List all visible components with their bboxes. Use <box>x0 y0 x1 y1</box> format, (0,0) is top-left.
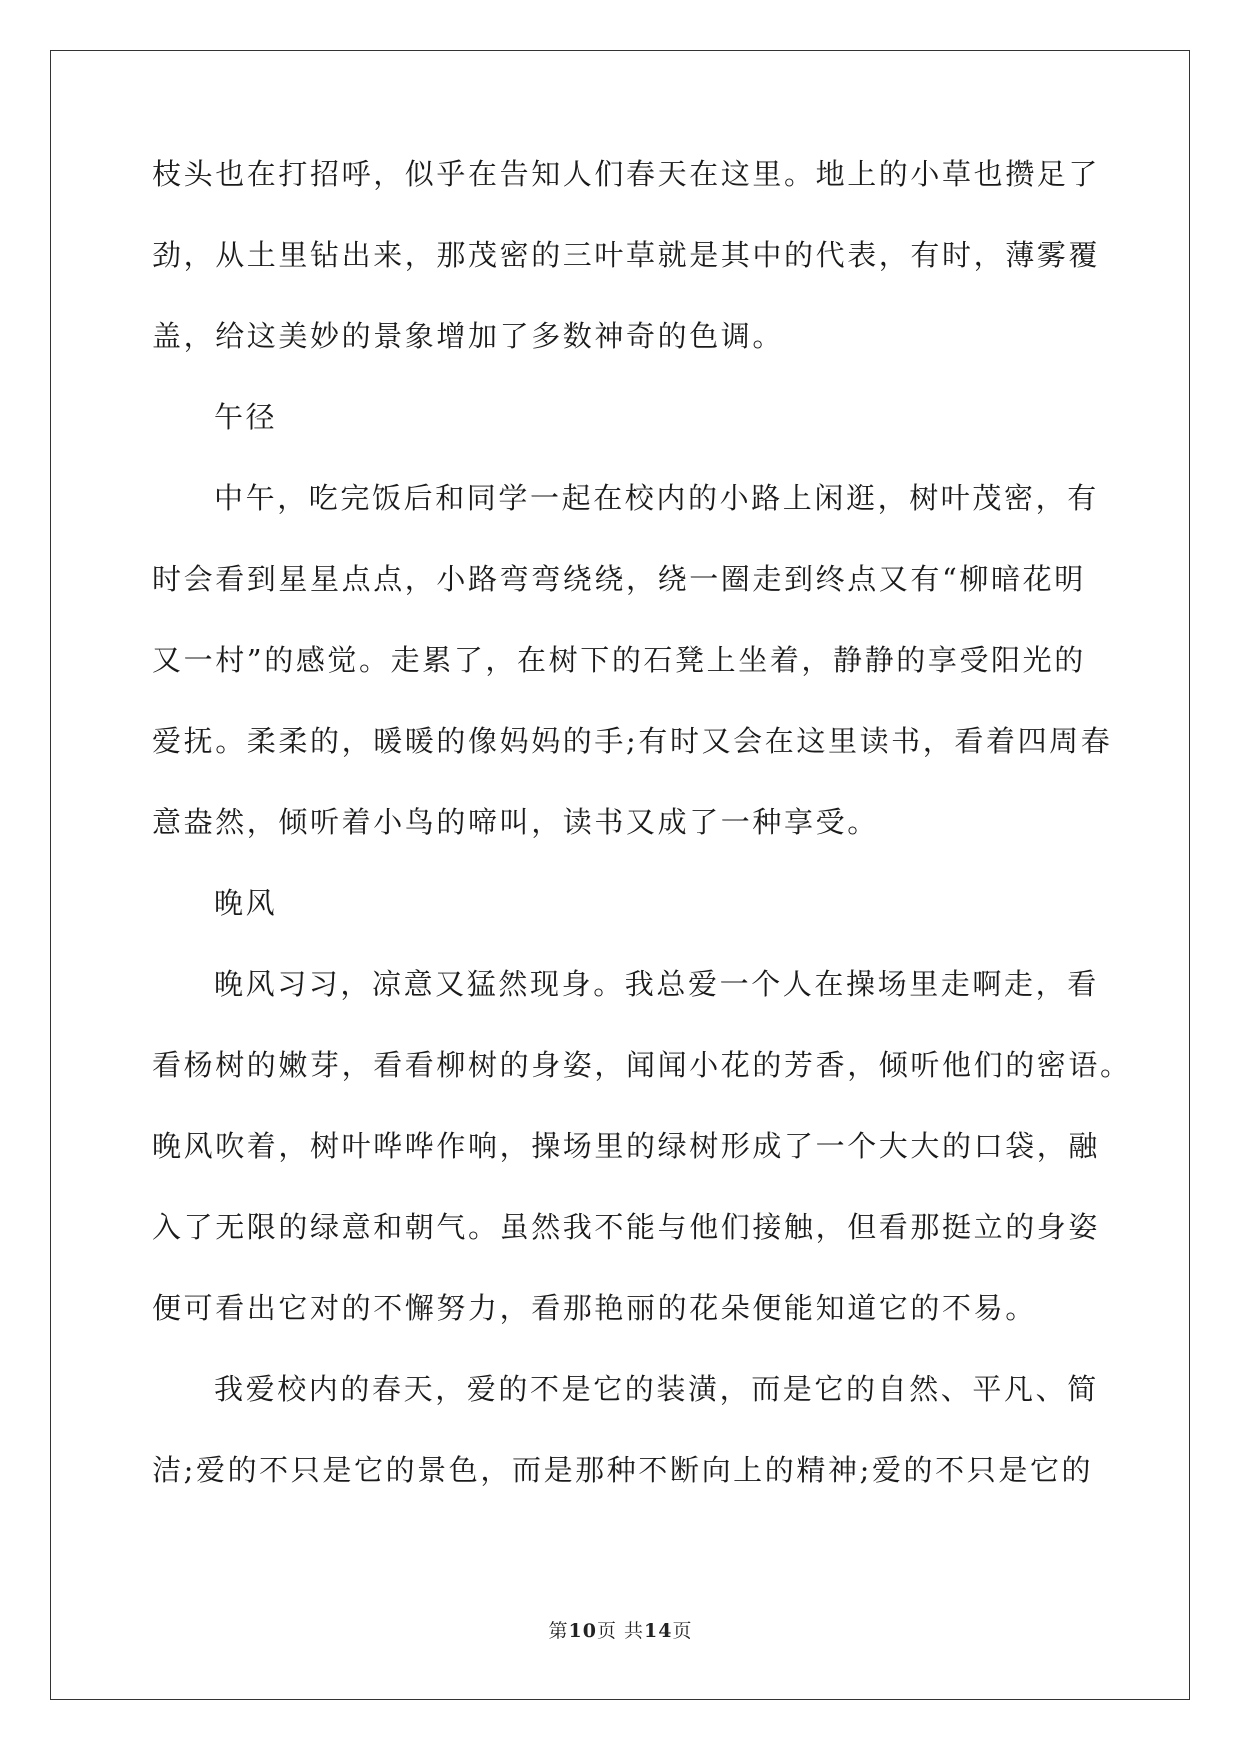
text-line: 意盎然，倾听着小鸟的啼叫，读书又成了一种享受。 <box>152 805 879 839</box>
text-line: 中午，吃完饭后和同学一起在校内的小路上闲逛，树叶茂密，有 <box>214 481 1099 515</box>
page-footer <box>0 1620 1241 1642</box>
text-line: 枝头也在打招呼，似乎在告知人们春天在这里。地上的小草也攒足了 <box>152 157 1101 191</box>
text-line: 入了无限的绿意和朝气。虽然我不能与他们接触，但看那挺立的身姿 <box>152 1210 1101 1244</box>
text-line: 便可看出它对的不懈努力，看那艳丽的花朵便能知道它的不易。 <box>152 1291 1037 1325</box>
text-line: 我爱校内的春天，爱的不是它的装潢，而是它的自然、平凡、简 <box>214 1372 1099 1406</box>
document-body <box>152 157 1132 1537</box>
page-number-mid: 页 共 <box>596 1620 645 1642</box>
text-line: 爱抚。柔柔的，暖暖的像妈妈的手;有时又会在这里读书，看着四周春 <box>152 724 1113 758</box>
page-number-prefix: 第 <box>548 1620 569 1642</box>
text-line: 时会看到星星点点，小路弯弯绕绕，绕一圈走到终点又有“柳暗花明 <box>152 562 1086 596</box>
text-line: 劲，从土里钻出来，那茂密的三叶草就是其中的代表，有时，薄雾覆 <box>152 238 1101 272</box>
page-number-current: 10 <box>568 1620 597 1642</box>
page-number-suffix: 页 <box>672 1620 693 1642</box>
text-line: 晚风习习，凉意又猛然现身。我总爱一个人在操场里走啊走，看 <box>214 967 1099 1001</box>
section-heading: 午径 <box>214 400 278 434</box>
text-line: 盖，给这美妙的景象增加了多数神奇的色调。 <box>152 319 785 353</box>
text-line: 洁;爱的不只是它的景色，而是那种不断向上的精神;爱的不只是它的 <box>152 1453 1094 1487</box>
page-number-total: 14 <box>644 1620 673 1642</box>
text-line: 晚风吹着，树叶哗哗作响，操场里的绿树形成了一个大大的口袋，融 <box>152 1129 1101 1163</box>
text-line: 又一村”的感觉。走累了，在树下的石凳上坐着，静静的享受阳光的 <box>152 643 1086 677</box>
text-line: 看杨树的嫩芽，看看柳树的身姿，闻闻小花的芳香，倾听他们的密语。 <box>152 1048 1132 1082</box>
section-heading: 晚风 <box>214 886 278 920</box>
